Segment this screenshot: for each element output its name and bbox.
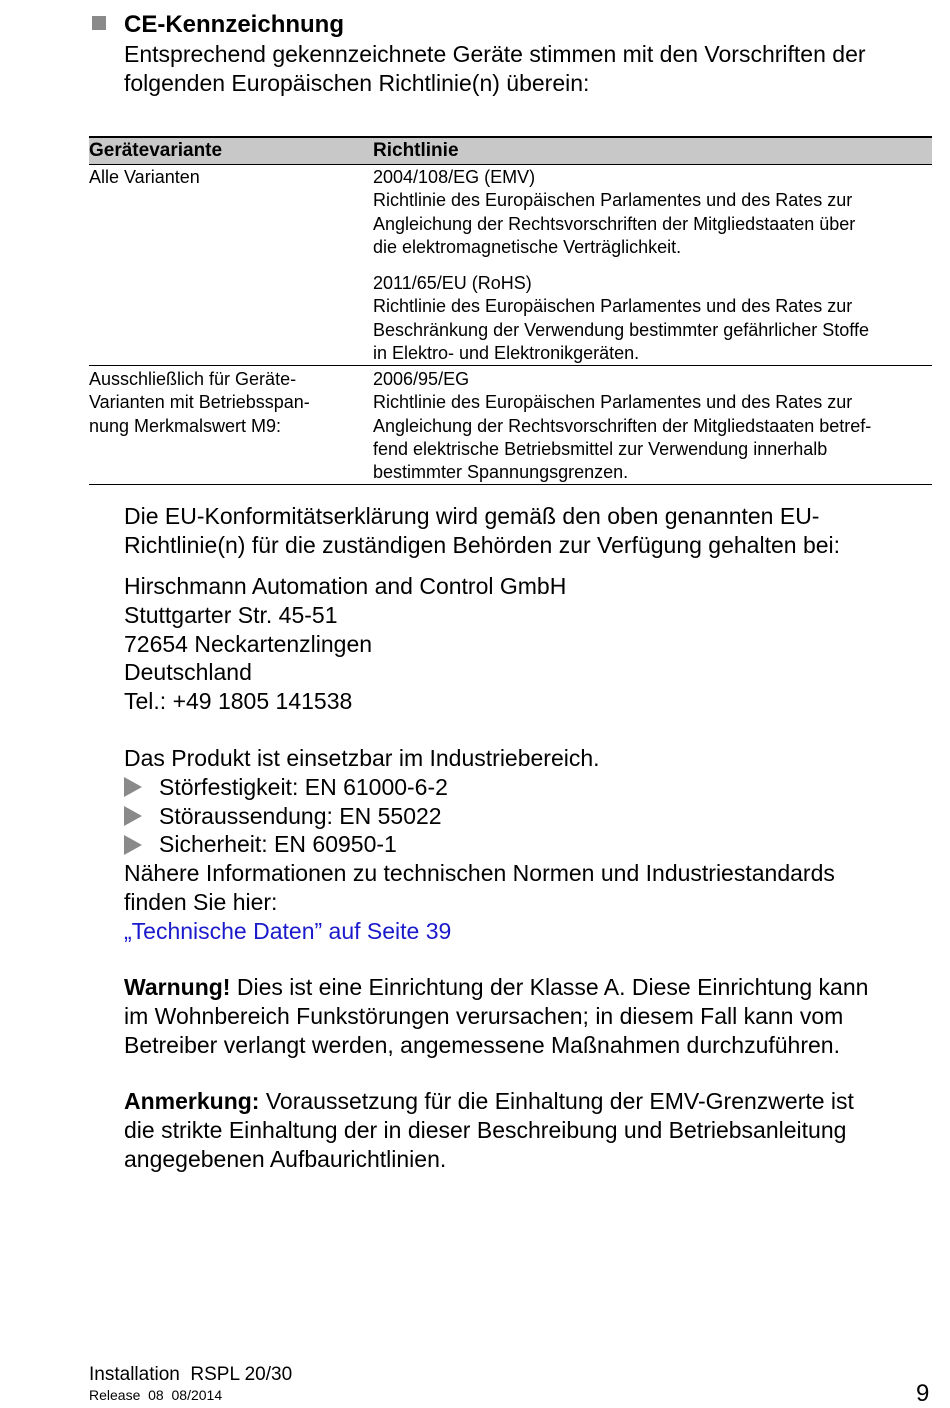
triangle-bullet-icon <box>124 806 142 826</box>
warning-text: Dies ist eine Einrichtung der Klasse A. Diese Einrichtung kann <box>230 974 869 1000</box>
industry-block <box>124 744 835 946</box>
directive-line: 2006/95/EG <box>373 369 470 389</box>
triangle-bullet-icon <box>124 835 142 855</box>
table-header <box>89 138 932 165</box>
more-info-line: finden Sie hier: <box>124 888 278 915</box>
warning-block <box>124 973 868 1059</box>
technical-data-link[interactable]: „Technische Daten” auf Seite 39 <box>124 917 452 944</box>
warning-line <box>124 973 868 1002</box>
note-line <box>124 1087 854 1116</box>
warning-line: im Wohnbereich Funkstörungen verursachen; in diesem Fall kann vom <box>124 1002 844 1029</box>
address-line: Stuttgarter Str. 45-51 <box>124 601 338 628</box>
directive-line: 2004/108/EG (EMV) <box>373 167 536 187</box>
variant-line: Ausschließlich für Geräte- <box>89 369 297 389</box>
table-header-directive: Richtlinie <box>373 140 459 161</box>
address-block <box>124 572 566 716</box>
directive-line: Angleichung der Rechtsvorschriften der Mitgliedstaaten über <box>373 213 856 234</box>
note-text: Voraussetzung für die Einhaltung der EMV-Grenzwerte ist <box>259 1088 854 1114</box>
conformity-line: Die EU-Konformitätserklärung wird gemäß den oben genannten EU- <box>124 503 820 529</box>
industry-intro: Das Produkt ist einsetzbar im Industriebereich. <box>124 745 600 771</box>
row1-variant <box>89 166 200 189</box>
intro-line: folgenden Europäischen Richtlinie(n) überein: <box>124 70 590 96</box>
bullet-text: Störaussendung: EN 55022 <box>159 802 442 829</box>
triangle-bullet-icon <box>124 777 142 797</box>
intro-line: Entsprechend gekennzeichnete Geräte stimmen mit den Vorschriften der <box>124 41 866 67</box>
table-bottom-rule <box>89 484 932 485</box>
bullet-text: Störfestigkeit: EN 61000-6-2 <box>159 773 448 800</box>
table-row-divider <box>89 365 932 366</box>
footer-title: Installation RSPL 20/30 <box>89 1364 293 1385</box>
address-line: Tel.: +49 1805 141538 <box>124 688 353 715</box>
directive-line: bestimmter Spannungsgrenzen. <box>373 462 629 483</box>
directive-line: Richtlinie des Europäischen Parlamentes und des Rates zur <box>373 190 853 211</box>
bullet-item <box>124 830 835 859</box>
conformity-text <box>124 502 840 560</box>
address-line: Hirschmann Automation and Control GmbH <box>124 573 567 599</box>
address-line: Deutschland <box>124 659 252 686</box>
bullet-item <box>124 773 835 802</box>
variant-line: Varianten mit Betriebsspan- <box>89 392 310 413</box>
bullet-item <box>124 802 835 831</box>
note-block <box>124 1087 854 1173</box>
conformity-line: Richtlinie(n) für die zuständigen Behörden zur Verfügung gehalten bei: <box>124 531 841 558</box>
directive-line: 2011/65/EU (RoHS) <box>373 273 532 293</box>
variant-line: Alle Varianten <box>89 167 200 187</box>
directive-line: in Elektro- und Elektronikgeräten. <box>373 342 640 363</box>
row2-directive <box>373 368 871 484</box>
directive-line: Beschränkung der Verwendung bestimmter gefährlicher Stoffe <box>373 319 869 340</box>
row1-directive-rohs <box>373 272 869 365</box>
directive-line: Richtlinie des Europäischen Parlamentes und des Rates zur <box>373 296 853 317</box>
table-header-variant: Gerätevariante <box>89 140 223 161</box>
page-number: 9 <box>916 1380 930 1407</box>
section-bullet-icon <box>92 16 106 30</box>
directive-line: fend elektrische Betriebsmittel zur Verwendung innerhalb <box>373 438 828 459</box>
bullet-text: Sicherheit: EN 60950-1 <box>159 831 397 858</box>
warning-label: Warnung! <box>124 974 231 1000</box>
note-label: Anmerkung: <box>124 1088 260 1114</box>
section-intro <box>124 40 866 98</box>
row2-variant <box>89 368 310 438</box>
footer-release: Release 08 08/2014 <box>89 1387 223 1403</box>
note-line: angegebenen Aufbaurichtlinien. <box>124 1145 447 1172</box>
section-heading: CE-Kennzeichnung <box>124 11 344 38</box>
directive-line: Richtlinie des Europäischen Parlamentes und des Rates zur <box>373 392 853 413</box>
address-line: 72654 Neckartenzlingen <box>124 630 373 657</box>
row1-directive-emv <box>373 166 855 259</box>
more-info-line: Nähere Informationen zu technischen Normen und Industriestandards <box>124 860 835 887</box>
warning-line: Betreiber verlangt werden, angemessene Maßnahmen durchzuführen. <box>124 1031 840 1058</box>
directive-line: Angleichung der Rechtsvorschriften der Mitgliedstaaten betref- <box>373 415 872 436</box>
variant-line: nung Merkmalswert M9: <box>89 415 282 436</box>
directive-line: die elektromagnetische Verträglichkeit. <box>373 236 682 257</box>
note-line: die strikte Einhaltung der in dieser Beschreibung und Betriebsanleitung <box>124 1116 847 1143</box>
